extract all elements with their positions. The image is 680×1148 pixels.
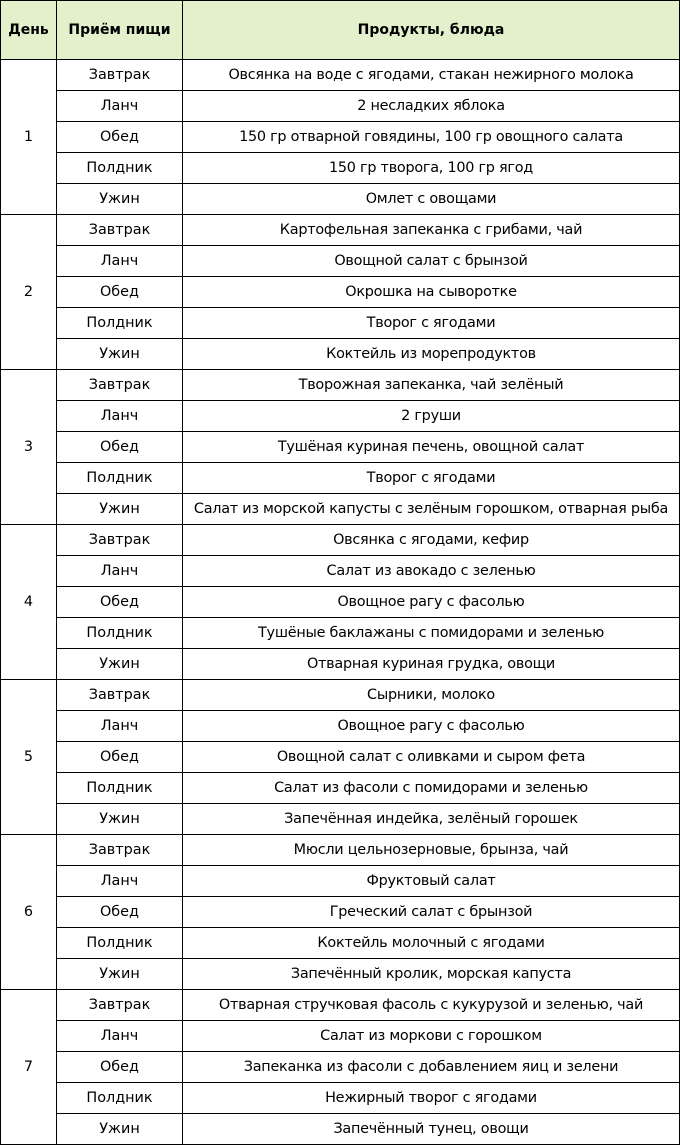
food-description-cell: Овощной салат с брынзой	[183, 246, 680, 277]
food-description-cell: Сырники, молоко	[183, 680, 680, 711]
table-row	[1, 742, 680, 773]
table-row	[1, 928, 680, 959]
meal-name-cell: Ужин	[57, 804, 183, 835]
table-row	[1, 153, 680, 184]
food-description-cell: Омлет с овощами	[183, 184, 680, 215]
table-row	[1, 184, 680, 215]
meal-name-cell: Ланч	[57, 1021, 183, 1052]
meal-name-cell: Завтрак	[57, 990, 183, 1021]
day-number-cell: 7	[1, 990, 57, 1145]
meal-name-cell: Ужин	[57, 649, 183, 680]
food-description-cell: Коктейль молочный с ягодами	[183, 928, 680, 959]
meal-name-cell: Полдник	[57, 1083, 183, 1114]
table-row	[1, 432, 680, 463]
meal-name-cell: Ужин	[57, 184, 183, 215]
meal-name-cell: Обед	[57, 1052, 183, 1083]
food-description-cell: Салат из морской капусты с зелёным горошком, отварная рыба	[183, 494, 680, 525]
food-description-cell: Запечённый тунец, овощи	[183, 1114, 680, 1145]
header-food: Продукты, блюда	[183, 1, 680, 60]
table-row	[1, 835, 680, 866]
table-row	[1, 277, 680, 308]
meal-name-cell: Полдник	[57, 773, 183, 804]
table-row	[1, 990, 680, 1021]
food-description-cell: Запечённая индейка, зелёный горошек	[183, 804, 680, 835]
food-description-cell: 150 гр творога, 100 гр ягод	[183, 153, 680, 184]
table-row	[1, 866, 680, 897]
table-row	[1, 649, 680, 680]
food-description-cell: Греческий салат с брынзой	[183, 897, 680, 928]
meal-name-cell: Ужин	[57, 959, 183, 990]
table-row	[1, 370, 680, 401]
meal-name-cell: Ужин	[57, 1114, 183, 1145]
meal-name-cell: Обед	[57, 742, 183, 773]
meal-name-cell: Ужин	[57, 494, 183, 525]
meal-name-cell: Полдник	[57, 308, 183, 339]
meal-name-cell: Обед	[57, 587, 183, 618]
food-description-cell: Фруктовый салат	[183, 866, 680, 897]
meal-name-cell: Обед	[57, 432, 183, 463]
table-row	[1, 897, 680, 928]
meal-name-cell: Завтрак	[57, 370, 183, 401]
food-description-cell: Салат из фасоли с помидорами и зеленью	[183, 773, 680, 804]
meal-name-cell: Завтрак	[57, 215, 183, 246]
meal-name-cell: Обед	[57, 277, 183, 308]
food-description-cell: Творожная запеканка, чай зелёный	[183, 370, 680, 401]
table-row	[1, 339, 680, 370]
food-description-cell: 2 несладких яблока	[183, 91, 680, 122]
food-description-cell: Окрошка на сыворотке	[183, 277, 680, 308]
day-number-cell: 4	[1, 525, 57, 680]
table-row	[1, 525, 680, 556]
header-row	[1, 1, 680, 60]
food-description-cell: 150 гр отварной говядины, 100 гр овощного салата	[183, 122, 680, 153]
food-description-cell: Салат из авокадо с зеленью	[183, 556, 680, 587]
table-row	[1, 60, 680, 91]
meal-name-cell: Полдник	[57, 463, 183, 494]
food-description-cell: Коктейль из морепродуктов	[183, 339, 680, 370]
food-description-cell: Нежирный творог с ягодами	[183, 1083, 680, 1114]
food-description-cell: Овощной салат с оливками и сыром фета	[183, 742, 680, 773]
meal-name-cell: Ужин	[57, 339, 183, 370]
meal-name-cell: Ланч	[57, 91, 183, 122]
meal-name-cell: Ланч	[57, 556, 183, 587]
day-number-cell: 2	[1, 215, 57, 370]
table-body	[1, 60, 680, 1145]
meal-name-cell: Завтрак	[57, 835, 183, 866]
meal-name-cell: Ланч	[57, 246, 183, 277]
food-description-cell: 2 груши	[183, 401, 680, 432]
food-description-cell: Овсянка с ягодами, кефир	[183, 525, 680, 556]
table-row	[1, 494, 680, 525]
table-row	[1, 1021, 680, 1052]
food-description-cell: Тушёная куриная печень, овощной салат	[183, 432, 680, 463]
table-row	[1, 618, 680, 649]
food-description-cell: Отварная куриная грудка, овощи	[183, 649, 680, 680]
meal-name-cell: Обед	[57, 122, 183, 153]
food-description-cell: Запеканка из фасоли с добавлением яиц и зелени	[183, 1052, 680, 1083]
table-row	[1, 680, 680, 711]
food-description-cell: Овощное рагу с фасолью	[183, 711, 680, 742]
food-description-cell: Отварная стручковая фасоль с кукурузой и зеленью, чай	[183, 990, 680, 1021]
meal-name-cell: Полдник	[57, 928, 183, 959]
header-meal: Приём пищи	[57, 1, 183, 60]
meal-name-cell: Завтрак	[57, 680, 183, 711]
food-description-cell: Овощное рагу с фасолью	[183, 587, 680, 618]
table-row	[1, 308, 680, 339]
food-description-cell: Салат из моркови с горошком	[183, 1021, 680, 1052]
food-description-cell: Картофельная запеканка с грибами, чай	[183, 215, 680, 246]
table-row	[1, 215, 680, 246]
food-description-cell: Творог с ягодами	[183, 463, 680, 494]
table-row	[1, 463, 680, 494]
header-day: День	[1, 1, 57, 60]
table-row	[1, 401, 680, 432]
table-row	[1, 804, 680, 835]
table-row	[1, 1083, 680, 1114]
table-row	[1, 556, 680, 587]
meal-name-cell: Полдник	[57, 153, 183, 184]
table-row	[1, 122, 680, 153]
food-description-cell: Запечённый кролик, морская капуста	[183, 959, 680, 990]
table-row	[1, 959, 680, 990]
day-number-cell: 1	[1, 60, 57, 215]
table-row	[1, 91, 680, 122]
meal-name-cell: Полдник	[57, 618, 183, 649]
meal-name-cell: Завтрак	[57, 525, 183, 556]
meal-name-cell: Ланч	[57, 401, 183, 432]
day-number-cell: 5	[1, 680, 57, 835]
table-row	[1, 587, 680, 618]
meal-name-cell: Ланч	[57, 866, 183, 897]
day-number-cell: 6	[1, 835, 57, 990]
meal-name-cell: Завтрак	[57, 60, 183, 91]
table-row	[1, 773, 680, 804]
food-description-cell: Творог с ягодами	[183, 308, 680, 339]
meal-name-cell: Ланч	[57, 711, 183, 742]
food-description-cell: Мюсли цельнозерновые, брынза, чай	[183, 835, 680, 866]
food-description-cell: Овсянка на воде с ягодами, стакан нежирного молока	[183, 60, 680, 91]
table-row	[1, 1114, 680, 1145]
food-description-cell: Тушёные баклажаны с помидорами и зеленью	[183, 618, 680, 649]
day-number-cell: 3	[1, 370, 57, 525]
table-row	[1, 246, 680, 277]
table-row	[1, 711, 680, 742]
table-row	[1, 1052, 680, 1083]
meal-name-cell: Обед	[57, 897, 183, 928]
